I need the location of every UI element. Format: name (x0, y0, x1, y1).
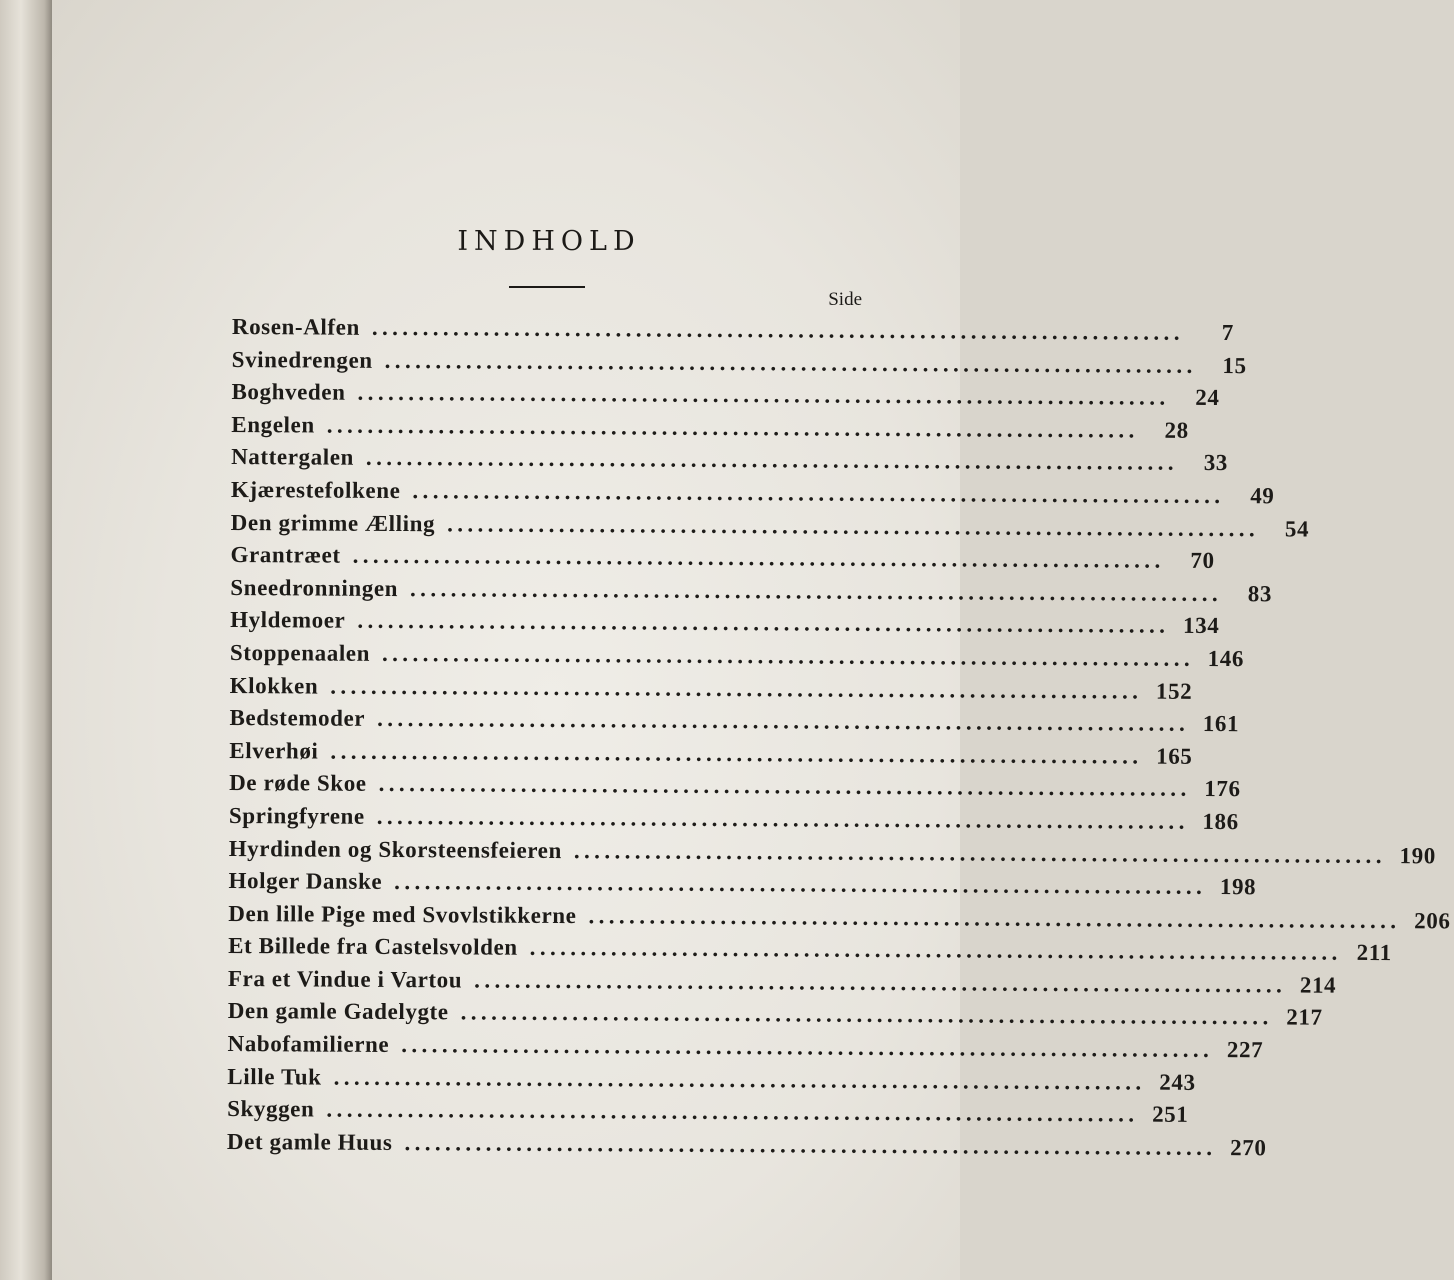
dot-leader: ................................................................................ (412, 478, 1225, 509)
toc-entry-page-number: 198 (1219, 874, 1257, 900)
dot-leader: ................................................................................ (365, 445, 1179, 476)
table-of-contents (226, 314, 1451, 1165)
toc-entry-page-number: 24 (1195, 385, 1220, 411)
toc-entry-title: De røde Skoe (229, 770, 367, 797)
toc-entry-page-number: 190 (1399, 842, 1436, 868)
dot-leader: ................................................................................ (352, 542, 1165, 573)
dot-leader: ................................................................................ (357, 608, 1170, 639)
dot-leader: ................................................................................ (401, 1032, 1214, 1063)
toc-entry-page-number: 146 (1207, 645, 1245, 672)
dot-leader: ................................................................................ (404, 1129, 1217, 1160)
toc-entry-page-number: 176 (1204, 776, 1241, 802)
toc-entry (231, 346, 1247, 383)
toc-entry (227, 998, 1323, 1034)
dot-leader: ................................................................................ (326, 412, 1139, 443)
toc-entry-title: Elverhøi (229, 737, 319, 764)
toc-entry-page-number: 70 (1190, 548, 1215, 574)
toc-entry (230, 574, 1273, 611)
toc-entry (227, 1096, 1189, 1132)
toc-entry-title: Hyrdinden og Skorsteensfeieren (228, 835, 562, 863)
toc-entry (230, 509, 1310, 546)
dot-leader: ................................................................................ (394, 869, 1207, 900)
toc-entry (231, 379, 1220, 415)
toc-entry-title: Den gamle Gadelygte (227, 998, 449, 1025)
toc-entry-page-number: 152 (1155, 678, 1193, 704)
book-spine (0, 0, 52, 1280)
toc-entry-title: Nabofamilierne (227, 1031, 390, 1058)
toc-entry-title: Grantræet (230, 542, 341, 568)
toc-entry-title: Engelen (231, 411, 315, 438)
dot-leader: ................................................................................ (447, 510, 1260, 541)
toc-entry-title: Stoppenaalen (229, 639, 371, 666)
dot-leader: ................................................................................ (333, 1064, 1146, 1095)
toc-entry-title: Svinedrengen (231, 346, 373, 373)
toc-entry (228, 835, 1436, 871)
title-rule (509, 286, 585, 288)
dot-leader: ................................................................................ (378, 771, 1191, 802)
toc-entry-title: Boghveden (231, 379, 346, 405)
toc-entry (229, 672, 1193, 709)
dot-leader: ................................................................................ (588, 902, 1401, 933)
toc-entry-title: Hyldemoer (230, 607, 346, 634)
dot-leader: ................................................................................ (460, 999, 1273, 1030)
book-page (52, 0, 1451, 1280)
dot-leader: ................................................................................ (376, 803, 1189, 834)
toc-entry-page-number: 28 (1164, 417, 1189, 443)
toc-entry-page-number: 134 (1182, 613, 1220, 639)
page-column-label: Side (828, 289, 862, 310)
toc-entry (229, 770, 1241, 806)
toc-entry-title: Nattergalen (231, 444, 355, 471)
toc-entry-page-number: 186 (1202, 808, 1239, 835)
toc-entry-page-number: 49 (1250, 483, 1275, 509)
toc-entry-title: Lille Tuk (227, 1063, 322, 1090)
toc-entry (227, 1063, 1196, 1100)
dot-leader: ................................................................................ (326, 1096, 1139, 1127)
toc-entry-page-number: 83 (1247, 580, 1273, 607)
toc-entry-title: Skyggen (227, 1096, 315, 1122)
dot-leader: ................................................................................ (330, 673, 1143, 704)
toc-entry-page-number: 165 (1156, 743, 1193, 769)
toc-entry (228, 900, 1451, 937)
page-title: INDHOLD (457, 226, 641, 257)
toc-entry-page-number: 251 (1152, 1101, 1189, 1128)
toc-entry-page-number: 33 (1203, 450, 1229, 476)
toc-entry-page-number: 54 (1284, 515, 1310, 542)
toc-entry-title: Det gamle Huus (226, 1128, 393, 1155)
toc-entry-page-number: 15 (1222, 352, 1247, 378)
toc-entry (230, 476, 1275, 513)
dot-leader: ................................................................................ (384, 347, 1197, 378)
toc-entry-page-number: 214 (1299, 972, 1337, 998)
toc-entry (229, 639, 1245, 676)
toc-entry-title: Holger Danske (228, 868, 383, 895)
toc-entry (226, 1128, 1267, 1165)
dot-leader: ................................................................................ (410, 575, 1223, 606)
toc-entry-page-number: 161 (1202, 711, 1240, 737)
dot-leader: ................................................................................ (474, 967, 1287, 998)
toc-entry-page-number: 270 (1230, 1134, 1267, 1161)
dot-leader: ................................................................................ (357, 379, 1170, 410)
toc-entry (227, 1031, 1264, 1067)
toc-entry-page-number: 7 (1221, 320, 1234, 346)
toc-entry (230, 607, 1220, 643)
toc-entry (229, 705, 1240, 741)
dot-leader: ................................................................................ (371, 314, 1184, 345)
toc-entry-page-number: 211 (1356, 940, 1392, 966)
toc-entry-page-number: 217 (1286, 1004, 1323, 1031)
toc-entry-title: Bedstemoder (229, 705, 366, 731)
toc-entry (231, 314, 1234, 350)
toc-entry-title: Rosen-Alfen (231, 314, 360, 340)
toc-entry-title: Den grimme Ælling (230, 509, 436, 536)
toc-entry (230, 542, 1215, 578)
toc-entry (227, 965, 1337, 1002)
toc-entry (228, 802, 1239, 839)
toc-entry-title: Klokken (229, 672, 319, 699)
toc-entry (231, 444, 1229, 480)
toc-entry (228, 933, 1392, 969)
toc-entry-title: Den lille Pige med Svovlstikkerne (228, 900, 577, 928)
toc-entry-title: Springfyrene (228, 802, 365, 829)
toc-entry (229, 737, 1193, 774)
dot-leader: ................................................................................ (377, 706, 1190, 736)
toc-entry-title: Fra et Vindue i Vartou (227, 965, 463, 993)
dot-leader: ................................................................................ (381, 640, 1195, 671)
toc-entry (231, 411, 1189, 448)
dot-leader: ................................................................................ (330, 738, 1143, 769)
dot-leader: ................................................................................ (573, 837, 1386, 868)
dot-leader: ................................................................................ (529, 935, 1342, 966)
toc-entry-title: Sneedronningen (230, 574, 399, 601)
toc-entry-page-number: 227 (1226, 1037, 1264, 1063)
toc-entry-page-number: 243 (1159, 1069, 1196, 1095)
toc-entry-page-number: 206 (1414, 907, 1451, 934)
toc-entry (228, 868, 1257, 904)
toc-entry-title: Et Billede fra Castelsvolden (228, 933, 518, 961)
toc-entry-title: Kjærestefolkene (230, 476, 401, 504)
